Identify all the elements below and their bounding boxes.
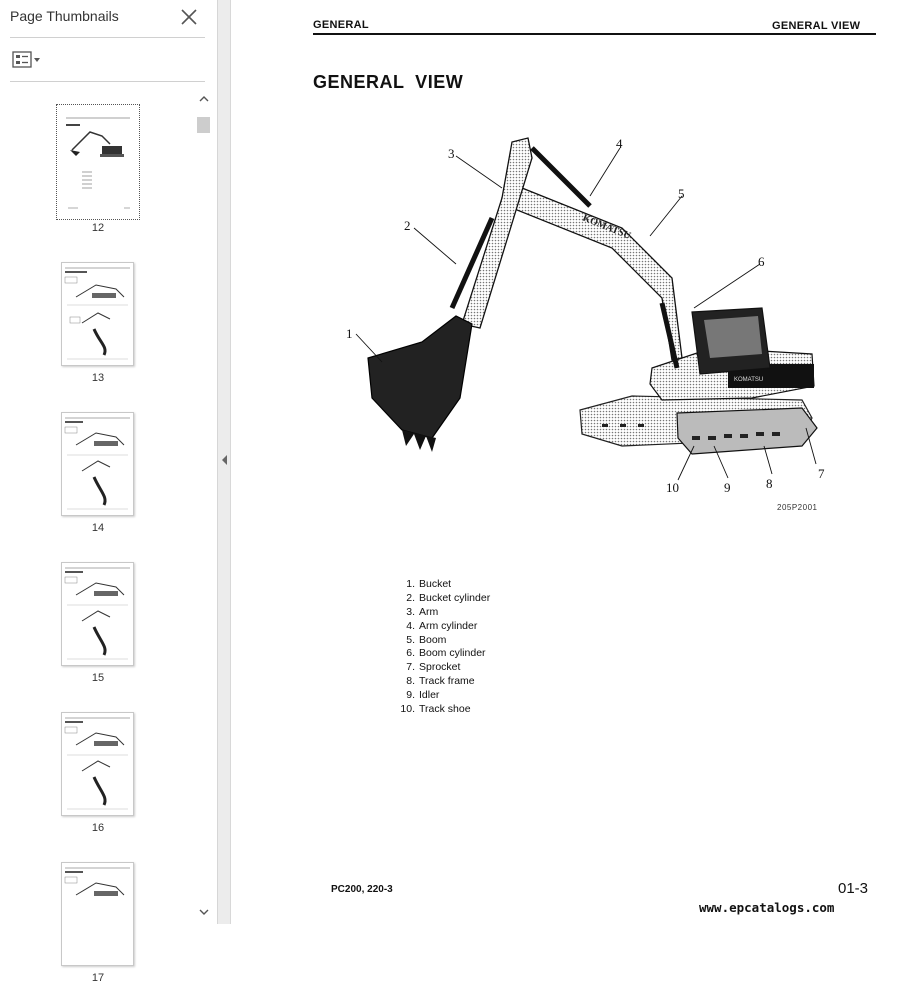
list-item: 7. Sprocket — [406, 661, 461, 674]
callout-10: 10 — [666, 480, 679, 495]
callout-2: 2 — [404, 218, 411, 233]
page-title: GENERAL VIEW — [313, 72, 464, 92]
callout-9: 9 — [724, 480, 731, 495]
page-thumbnails-panel — [0, 0, 218, 984]
triangle-left-icon — [220, 452, 229, 468]
list-item: 1. Bucket — [406, 578, 452, 590]
list-item: 3. Arm — [406, 605, 439, 618]
panel-title: Page Thumbnails — [10, 8, 119, 24]
list-item: 9. Idler — [406, 689, 440, 702]
list-item: 5. Boom — [406, 633, 447, 646]
thumbnail-page-number: 14 — [91, 522, 105, 534]
scrollbar-thumb[interactable] — [197, 117, 210, 133]
scroll-down-button[interactable] — [198, 905, 210, 917]
chevron-up-icon — [198, 93, 210, 105]
header-title: GENERAL VIEW — [772, 20, 861, 32]
header-section: GENERAL — [313, 19, 369, 31]
thumbnail-list — [0, 90, 196, 984]
watermark: www.epcatalogs.com — [699, 900, 835, 915]
list-item: 10. Track shoe — [400, 703, 471, 716]
thumbnail-image — [61, 712, 134, 816]
figure-code: 205P2001 — [777, 503, 818, 512]
list-item: 2. Bucket cylinder — [406, 591, 491, 604]
thumbnail-image — [56, 104, 140, 220]
thumbnail-scrollbar[interactable] — [196, 90, 212, 924]
parts-list — [398, 578, 490, 717]
list-item: 6. Boom cylinder — [406, 647, 486, 660]
divider — [10, 81, 205, 82]
thumbnail-page-number: 12 — [91, 222, 105, 234]
arm-brand-text: KOMATSU — [580, 212, 633, 242]
footer-page-number: 01-3 — [838, 880, 869, 897]
thumbnail-image — [61, 862, 134, 966]
thumbnail-page-number: 15 — [91, 672, 105, 684]
close-icon — [178, 6, 200, 28]
thumbnail-image — [61, 412, 134, 516]
callout-1: 1 — [346, 326, 353, 341]
list-item: 4. Arm cylinder — [406, 619, 478, 632]
excavator-illustration — [332, 128, 852, 508]
list-item: 8. Track frame — [406, 675, 475, 688]
thumbnail-options-icon — [12, 51, 44, 69]
thumbnail-image — [61, 262, 134, 366]
callout-8: 8 — [766, 476, 773, 491]
collapse-panel-button[interactable] — [220, 452, 229, 468]
excavator-figure — [332, 128, 852, 508]
thumbnail-page-number: 13 — [91, 372, 105, 384]
callout-3: 3 — [448, 146, 455, 161]
chevron-down-icon — [198, 906, 210, 918]
scroll-up-button[interactable] — [198, 92, 210, 104]
close-panel-button[interactable] — [178, 6, 200, 28]
callout-7: 7 — [818, 466, 825, 481]
thumbnail-image — [61, 562, 134, 666]
callout-6: 6 — [758, 254, 765, 269]
callout-4: 4 — [616, 136, 623, 151]
svg-text:KOMATSU: KOMATSU — [734, 377, 764, 383]
thumbnail-page-number: 17 — [91, 972, 105, 984]
divider — [10, 37, 205, 38]
thumbnail-page-number: 16 — [91, 822, 105, 834]
footer-model: PC200, 220-3 — [331, 884, 393, 895]
thumbnail-options-button[interactable] — [12, 51, 44, 69]
header-rule — [313, 33, 876, 35]
document-page — [232, 0, 911, 924]
callout-5: 5 — [678, 186, 685, 201]
